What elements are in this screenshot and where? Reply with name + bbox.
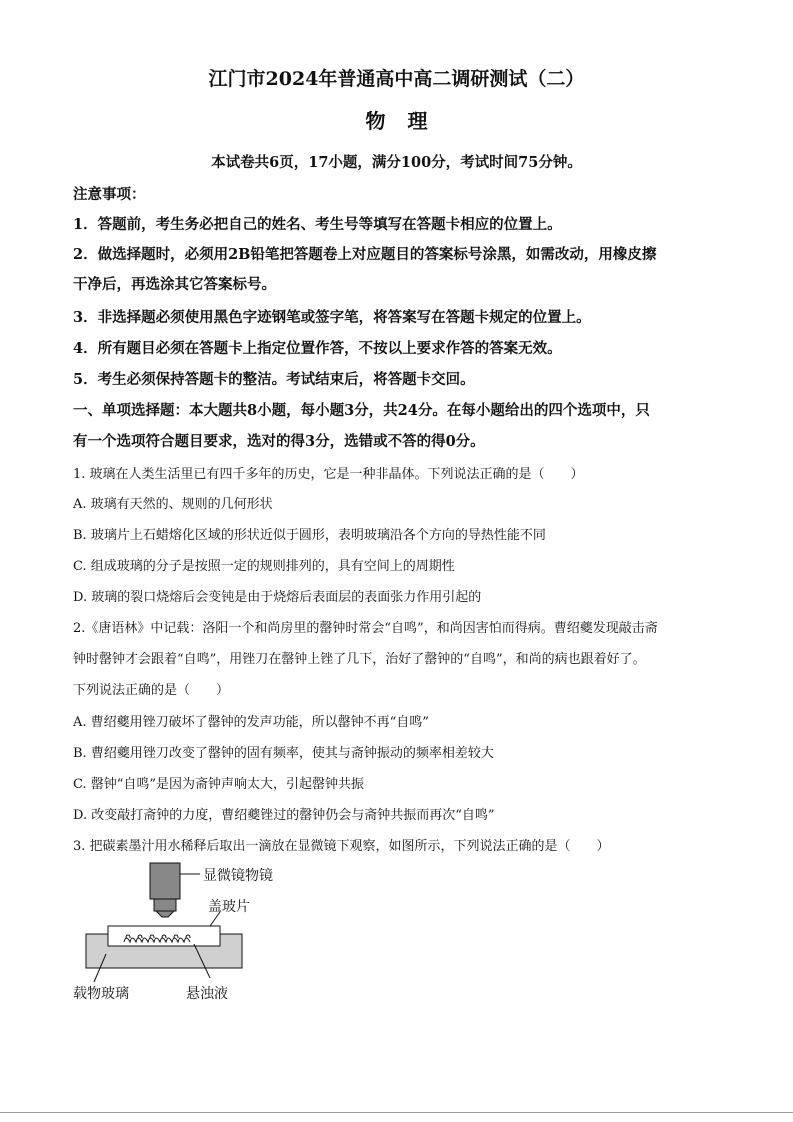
- notice-item-2: 2．做选择题时，必须用2B铅笔把答题卷上对应题目的答案标号涂黑，如需改动，用橡皮擦: [73, 246, 657, 263]
- notice-heading: 注意事项：: [73, 186, 146, 203]
- notice-item-1: 1．答题前，考生务必把自己的姓名、考生号等填写在答题卡相应的位置上。: [73, 216, 562, 233]
- question-1-option-c: C. 组成玻璃的分子是按照一定的规则排列的，具有空间上的周期性: [73, 559, 455, 574]
- question-2-option-a: A. 曹绍夔用锉刀破坏了罄钟的发声功能，所以罄钟不再“自鸣”: [73, 715, 429, 730]
- question-2-option-c: C. 罄钟“自鸣”是因为斋钟声响太大，引起罄钟共振: [73, 777, 365, 792]
- exam-info: 本试卷共6页，17小题，满分100分，考试时间75分钟。: [211, 154, 582, 171]
- label-suspension: 悬浊液: [186, 986, 228, 1002]
- question-2-stem-line1: 2.《唐语林》中记载：洛阳一个和尚房里的罄钟时常会“自鸣”，和尚因害怕而得病。曹绍夔发现敲击斋: [73, 621, 658, 636]
- question-1-option-b: B. 玻璃片上石蜡熔化区域的形状近似于圆形，表明玻璃沿各个方向的导热性能不同: [73, 528, 546, 543]
- question-1-option-a: A. 玻璃有天然的、规则的几何形状: [73, 497, 273, 512]
- page-bottom-rule: [0, 1112, 793, 1113]
- question-2-stem-line2: 钟时罄钟才会跟着“自鸣”，用锉刀在罄钟上锉了几下，治好了罄钟的“自鸣”，和尚的病也跟着好了。: [73, 652, 646, 667]
- microscope-objective-icon: [150, 863, 180, 917]
- page-title: 江门市2024年普通高中高二调研测试（二）: [208, 68, 585, 90]
- question-2-option-b: B. 曹绍夔用锉刀改变了罄钟的固有频率，使其与斋钟振动的频率相差较大: [73, 746, 494, 761]
- question-3-stem: 3. 把碳素墨汁用水稀释后取出一滴放在显微镜下观察，如图所示，下列说法正确的是（ ）: [73, 839, 610, 854]
- label-cover-glass: 盖玻片: [208, 899, 250, 915]
- cover-glass: [108, 926, 220, 946]
- label-slide: 载物玻璃: [73, 986, 129, 1002]
- question-1-option-d: D. 玻璃的裂口烧熔后会变钝是由于烧熔后表面层的表面张力作用引起的: [73, 590, 482, 605]
- notice-item-4: 4．所有题目必须在答题卡上指定位置作答，不按以上要求作答的答案无效。: [73, 340, 562, 357]
- notice-item-3: 3．非选择题必须使用黑色字迹钢笔或签字笔，将答案写在答题卡规定的位置上。: [73, 309, 591, 326]
- section-heading-line2: 有一个选项符合题目要求，选对的得3分，选错或不答的得0分。: [73, 433, 485, 450]
- label-objective: 显微镜物镜: [203, 868, 273, 884]
- question-2-option-d: D. 改变敲打斋钟的力度，曹绍夔锉过的罄钟仍会与斋钟共振而再次“自鸣”: [73, 808, 495, 823]
- section-heading-line1: 一、单项选择题：本大题共8小题，每小题3分，共24分。在每小题给出的四个选项中，只: [73, 402, 650, 419]
- question-1-stem: 1. 玻璃在人类生活里已有四千多年的历史，它是一种非晶体。下列说法正确的是（ ）: [73, 467, 584, 482]
- question-2-stem-line3: 下列说法正确的是（ ）: [73, 683, 230, 698]
- notice-item-2-cont: 干净后，再选涂其它答案标号。: [73, 276, 276, 293]
- subject-title: 物理: [365, 109, 450, 133]
- notice-item-5: 5．考生必须保持答题卡的整洁。考试结束后，将答题卡交回。: [73, 371, 475, 388]
